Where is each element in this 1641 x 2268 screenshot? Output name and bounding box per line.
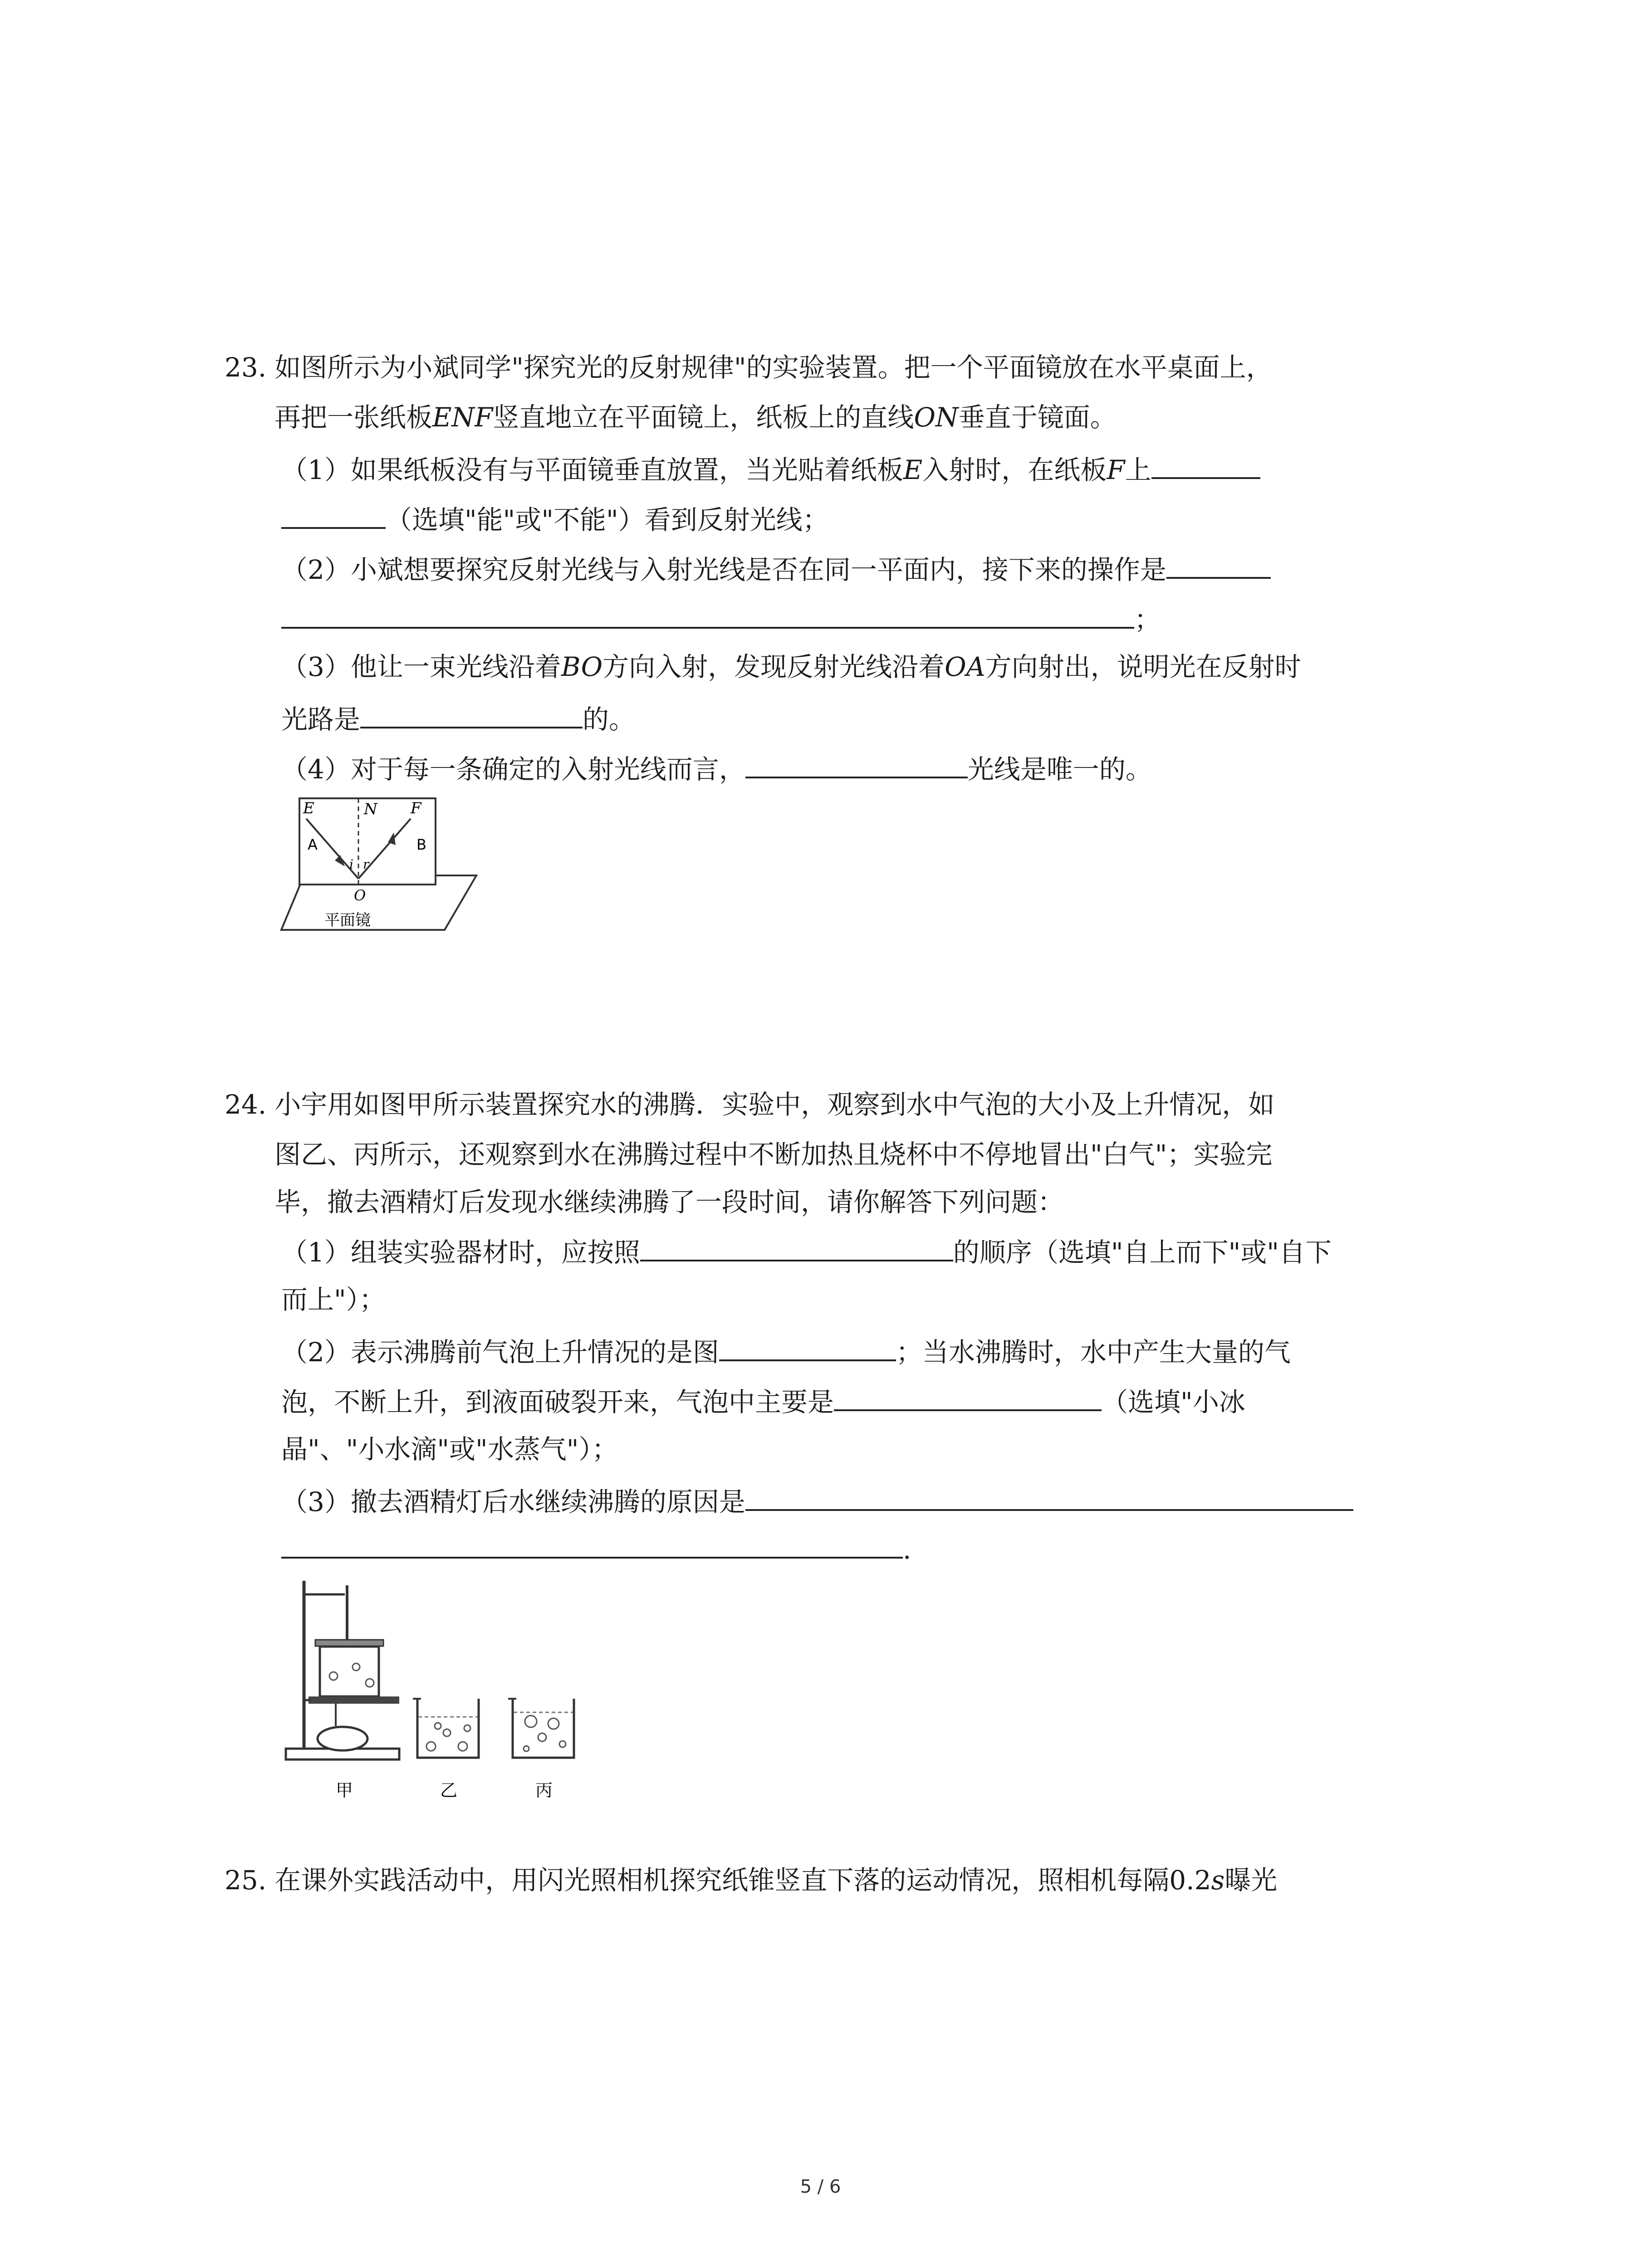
q23-part1-line2: （选填"能"或"不能"）看到反射光线； — [281, 499, 829, 538]
page-number: 5 / 6 — [800, 2176, 841, 2197]
boiling-apparatus-figure — [277, 1567, 622, 1803]
answer-blank[interactable] — [834, 1381, 1102, 1411]
beaker-jia — [320, 1647, 379, 1696]
q24-part2-line1: （2）表示沸腾前气泡上升情况的是图 ；当水沸腾时，水中产生大量的气 — [281, 1331, 1291, 1370]
label-bing: 丙 — [535, 1780, 553, 1800]
q23-part2-line2: ； — [281, 599, 1161, 638]
q23-stem-line2: 再把一张纸板ENF竖直地立在平面镜上，纸板上的直线ON垂直于镜面。 — [274, 402, 1117, 433]
label-E: E — [303, 799, 314, 817]
q24-stem-line3: 毕，撤去酒精灯后发现水继续沸腾了一段时间，请你解答下列问题： — [274, 1187, 1064, 1217]
answer-blank[interactable] — [281, 599, 1134, 629]
answer-blank[interactable] — [360, 699, 583, 728]
q23-part1-line1: （1）如果纸板没有与平面镜垂直放置，当光贴着纸板E入射时，在纸板F上 — [281, 449, 1260, 488]
q24-part2-line3: 晶"、"小水滴"或"水蒸气"）； — [281, 1434, 618, 1465]
q24-part1-line1: （1）组装实验器材时，应按照 的顺序（选填"自上而下"或"自下 — [281, 1232, 1332, 1271]
q23-part3-line1: （3）他让一束光线沿着BO方向入射，发现反射光线沿着OA方向射出，说明光在反射时 — [281, 651, 1301, 682]
label-i: i — [349, 857, 353, 872]
boiling-diagram — [277, 1567, 622, 1803]
answer-blank[interactable] — [745, 748, 968, 778]
label-O: O — [354, 887, 366, 904]
reflection-apparatus-figure — [272, 792, 481, 937]
alcohol-lamp — [318, 1727, 367, 1750]
q25-stem-line1: 25. 在课外实践活动中，用闪光照相机探究纸锥竖直下落的运动情况，照相机每隔0.2s曝光 — [225, 1865, 1278, 1896]
q24-part1-line2: 而上"）； — [281, 1284, 386, 1315]
q23-part4-line1: （4）对于每一条确定的入射光线而言， 光线是唯一的。 — [281, 748, 1152, 787]
q24-stem-line2: 图乙、丙所示，还观察到水在沸腾过程中不断加热且烧杯中不停地冒出"白气"；实验完 — [274, 1139, 1273, 1170]
label-N: N — [364, 800, 377, 818]
label-F: F — [411, 799, 421, 817]
label-jia: 甲 — [336, 1780, 353, 1800]
question-number: 25. — [225, 1865, 267, 1896]
q24-part2-line2: 泡，不断上升，到液面破裂开来，气泡中主要是 （选填"小冰 — [281, 1381, 1245, 1420]
question-number: 24. — [225, 1089, 267, 1120]
q24-part3-line1: （3）撤去酒精灯后水继续沸腾的原因是 — [281, 1481, 1353, 1520]
label-yi: 乙 — [440, 1780, 458, 1800]
beaker-bing — [513, 1699, 574, 1758]
answer-blank[interactable] — [1166, 549, 1271, 579]
label-r: r — [363, 857, 369, 872]
q23-stem-line1: 23. 如图所示为小斌同学"探究光的反射规律"的实验装置。把一个平面镜放在水平桌面上， — [225, 352, 1273, 383]
answer-blank[interactable] — [719, 1331, 896, 1361]
reflection-diagram — [272, 792, 481, 937]
answer-blank[interactable] — [281, 499, 386, 529]
q23-part3-line2: 光路是 的。 — [281, 699, 635, 738]
answer-blank[interactable] — [1151, 449, 1260, 479]
answer-blank[interactable] — [281, 1529, 903, 1559]
answer-blank[interactable] — [640, 1232, 953, 1261]
q23-part2-line1: （2）小斌想要探究反射光线与入射光线是否在同一平面内，接下来的操作是 — [281, 549, 1271, 588]
q24-part3-line2: . — [281, 1529, 911, 1568]
beaker-cover — [315, 1640, 383, 1646]
q24-stem-line1: 24. 小宇用如图甲所示装置探究水的沸腾．实验中，观察到水中气泡的大小及上升情况，如 — [225, 1089, 1275, 1120]
wire-gauze — [309, 1696, 399, 1704]
label-A: A — [308, 836, 318, 853]
answer-blank[interactable] — [745, 1481, 1353, 1511]
question-number: 23. — [225, 352, 267, 383]
label-B: B — [416, 836, 426, 853]
mirror-label: 平面镜 — [324, 911, 371, 929]
